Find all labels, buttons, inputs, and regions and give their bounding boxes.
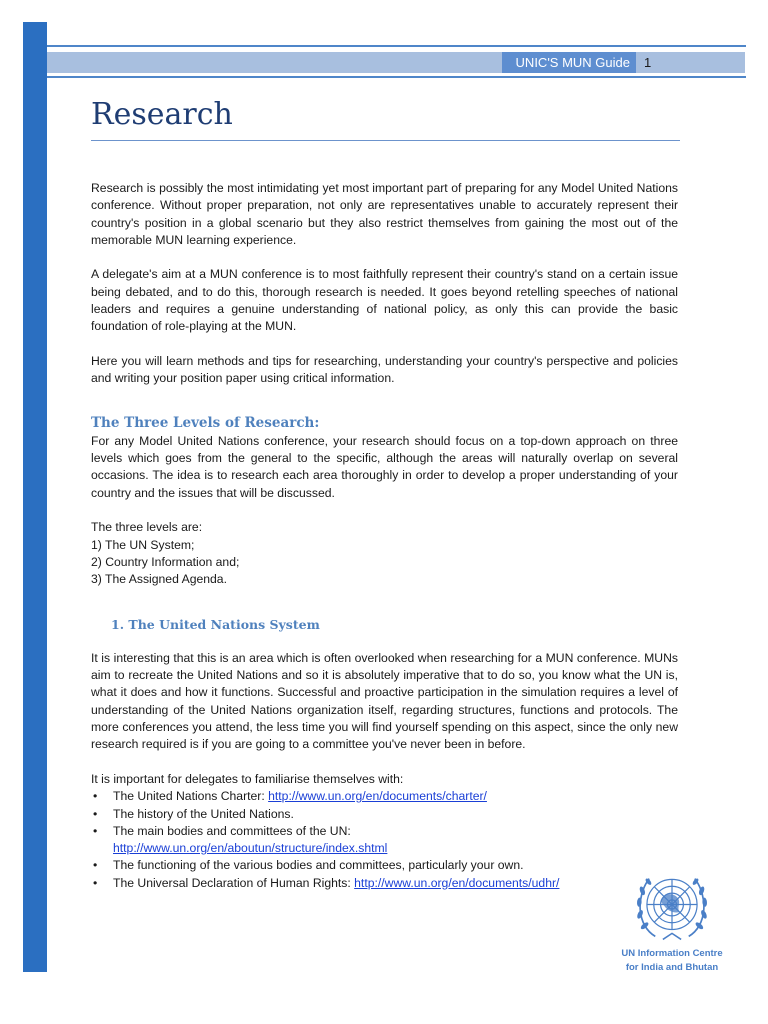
page-title: Research — [91, 97, 233, 132]
section-body: For any Model United Nations conference, your research should focus on a top-down approach on three levels which goes from the general to the specific, although the areas will naturally overlap on several occasions. The idea is to research each area thoroughly in order to develop a proper understanding of your country and the issues that will be discussed. — [91, 433, 678, 500]
charter-link[interactable]: http://www.un.org/en/documents/charter/ — [268, 789, 487, 804]
section-heading: The Three Levels of Research: — [91, 414, 320, 431]
header-bottom-line — [47, 76, 746, 78]
list-item-text: The main bodies and committees of the UN: — [113, 823, 351, 838]
header-guide-title: UNIC'S MUN Guide — [515, 55, 630, 70]
level-item: 3) The Assigned Agenda. — [91, 572, 227, 587]
header-page-number: 1 — [644, 55, 652, 70]
un-emblem-icon — [634, 866, 710, 946]
level-item: 1) The UN System; — [91, 537, 195, 552]
list-item — [91, 806, 678, 823]
udhr-link[interactable]: http://www.un.org/en/documents/udhr/ — [354, 875, 560, 890]
list-item-text: The Universal Declaration of Human Rights: — [113, 875, 355, 890]
levels-intro: The three levels are: — [91, 520, 203, 535]
logo-text-line2: for India and Bhutan — [625, 962, 719, 973]
paragraph: Here you will learn methods and tips for researching, understanding your country's perspective and policies and writing your position paper using critical information. — [91, 353, 678, 386]
list-item — [91, 823, 678, 858]
list-item — [91, 857, 678, 874]
list-item-text: The history of the United Nations. — [113, 806, 294, 821]
subsection-heading: 1. The United Nations System — [111, 616, 320, 632]
paragraph: Research is possibly the most intimidating yet most important part of preparing for any Model United Nations conference. Without proper preparation, not only are representatives unable to accurately represent their country's position in a global scenario but they also restrict themselves from gaining the most out of the memorable MUN learning experience. — [91, 181, 678, 247]
list-item-text: The functioning of the various bodies and committees, particularly your own. — [113, 858, 524, 873]
structure-link[interactable]: http://www.un.org/en/aboutun/structure/index.shtml — [113, 841, 388, 856]
unic-logo — [620, 866, 724, 974]
list-intro: It is important for delegates to familiarise themselves with: — [91, 771, 404, 786]
level-item: 2) Country Information and; — [91, 554, 240, 569]
header-top-line — [47, 45, 746, 47]
document-body — [91, 180, 678, 892]
list-item — [91, 875, 678, 892]
topics-list — [91, 788, 678, 892]
list-item-text: The United Nations Charter: — [113, 789, 269, 804]
subsection-body: It is interesting that this is an area which is often overlooked when researching for a MUN conference. MUNs aim to recreate the United Nations and so it is absolutely imperative that to do so, you know what the UN is, what it does and how it functions. Successful and proactive participation in the simulation requires a level of understanding of the United Nations organization itself, regarding structures, functions and protocols. The more conferences you attend, the less time you will find yourself spending on this aspect, since the only new research required is if you are going to a committee you've never been in before. — [91, 650, 678, 752]
left-accent-bar — [23, 22, 47, 972]
title-underline — [91, 140, 680, 141]
logo-text-line1: UN Information Centre — [621, 948, 723, 959]
paragraph: A delegate's aim at a MUN conference is to most faithfully represent their country's stand on a certain issue being debated, and to do this, thorough research is needed. It goes beyond retelling speeches of national leaders and requires a genuine understanding of national policy, as only this can provide the basic foundation of role-playing at the MUN. — [91, 267, 678, 334]
list-item — [91, 788, 678, 805]
